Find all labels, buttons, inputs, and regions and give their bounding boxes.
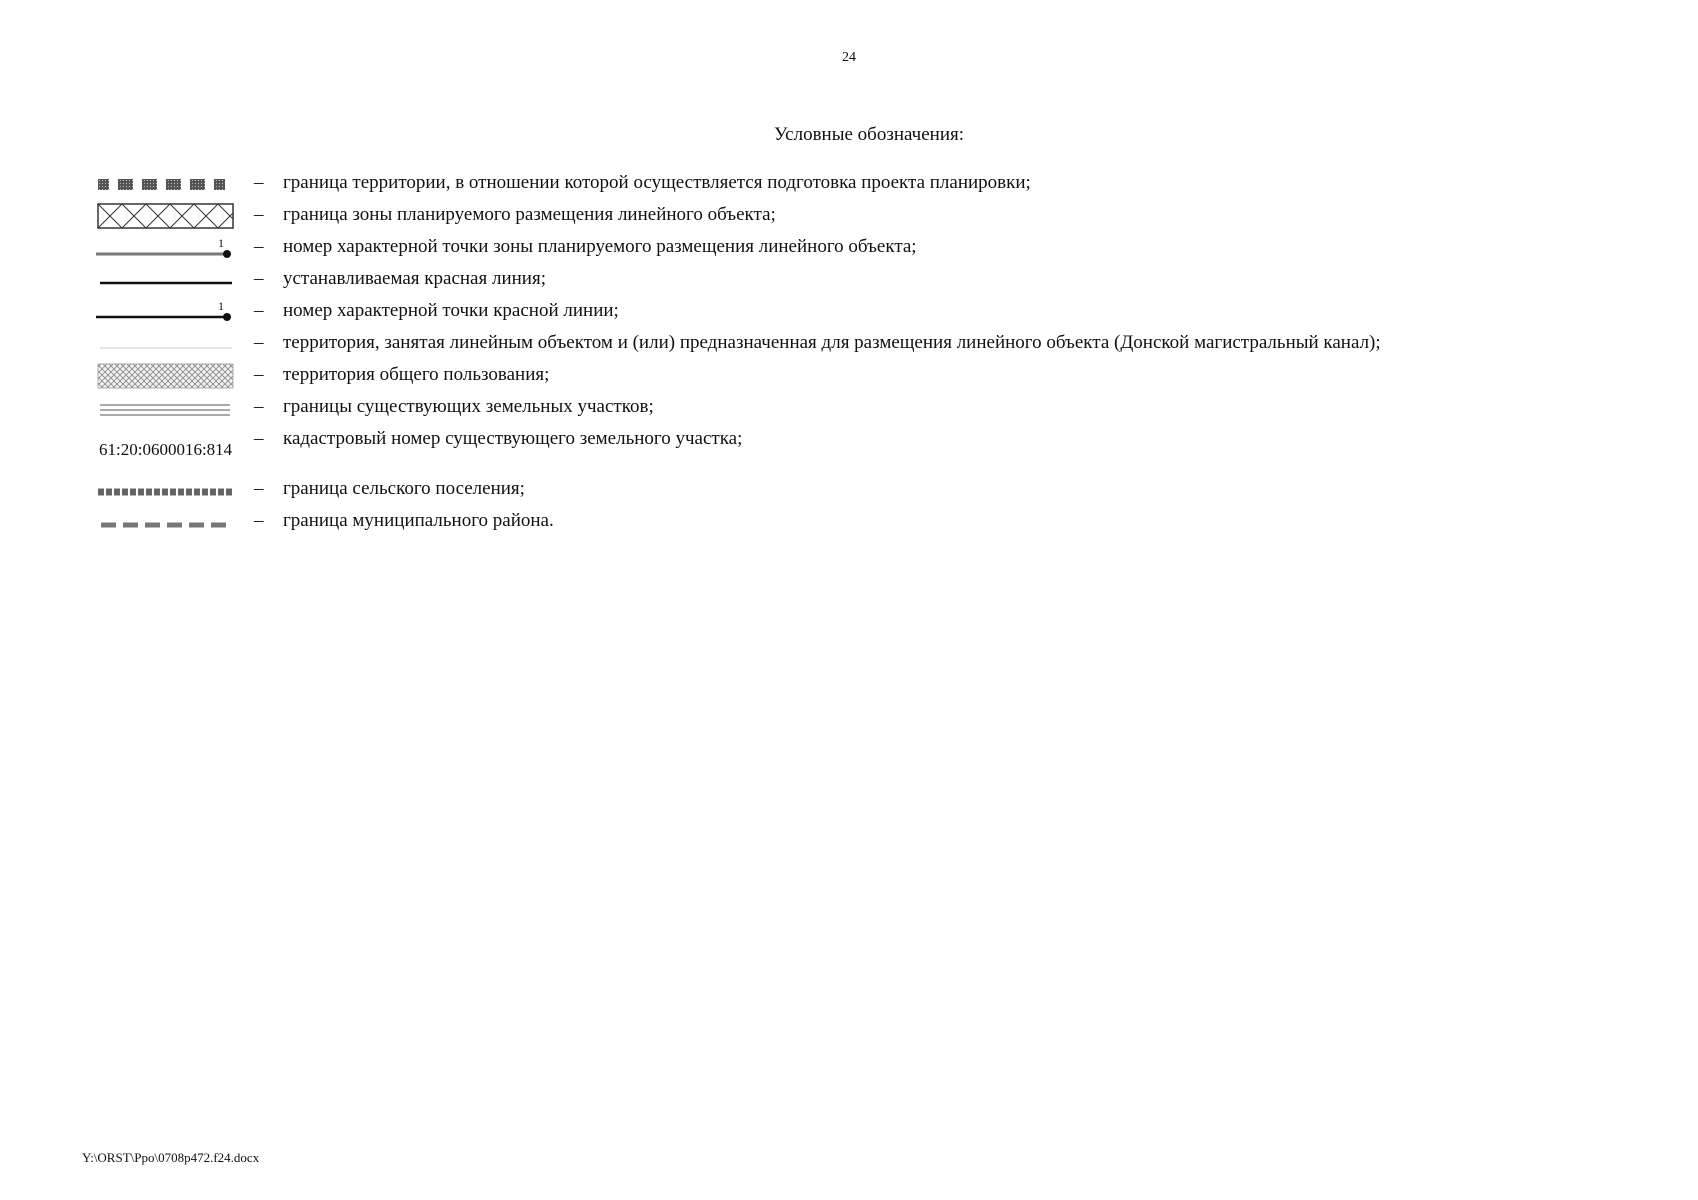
legend-item-placement-zone-boundary	[96, 200, 1656, 232]
legend-description: номер характерной точки красной линии;	[283, 300, 619, 321]
legend-list	[96, 168, 1656, 538]
legend-dash: –	[254, 172, 264, 193]
page-number: 24	[842, 50, 856, 65]
legend-dash: –	[254, 300, 264, 321]
legend-dash: –	[254, 268, 264, 289]
legend-description: граница территории, в отношении которой осуществляется подготовка проекта планировки;	[283, 172, 1031, 193]
triple-lines-icon	[96, 395, 236, 421]
legend-item-zone-point-number	[96, 232, 1656, 264]
legend-description: кадастровый номер существующего земельного участка;	[283, 428, 743, 449]
legend-dash: –	[254, 236, 264, 257]
legend-item-linear-object-territory	[96, 328, 1656, 360]
legend-dash: –	[254, 204, 264, 225]
legend-item-municipal-district-boundary	[96, 506, 1656, 538]
legend-description: граница муниципального района.	[283, 510, 554, 531]
legend-dash: –	[254, 396, 264, 417]
solid-line-icon	[96, 267, 236, 293]
legend-item-land-plot-boundaries	[96, 392, 1656, 424]
long-dashed-line-icon	[96, 509, 236, 535]
legend-item-rural-settlement-boundary	[96, 474, 1656, 506]
legend-item-red-line-point-number	[96, 296, 1656, 328]
legend-description: устанавливаемая красная линия;	[283, 268, 546, 289]
legend-item-public-territory	[96, 360, 1656, 392]
cadastral-sample: 61:20:0600016:814	[99, 440, 233, 459]
legend-dash: –	[254, 510, 264, 531]
legend-dash: –	[254, 332, 264, 353]
dashed-hatched-boundary-icon	[96, 171, 236, 197]
point-marker-black-icon	[96, 299, 236, 325]
legend-dash: –	[254, 478, 264, 499]
point-label: 1	[218, 236, 224, 250]
legend-item-planning-territory-boundary	[96, 168, 1656, 200]
legend-description: границы существующих земельных участков;	[283, 396, 654, 417]
legend-title: Условные обозначения:	[773, 124, 965, 145]
point-marker-gray-icon	[96, 235, 236, 261]
dense-dashed-line-icon	[96, 477, 236, 503]
legend-description: территория общего пользования;	[283, 364, 550, 385]
legend-dash: –	[254, 428, 264, 449]
legend-item-cadastral-number	[96, 424, 1656, 474]
point-label: 1	[218, 299, 224, 313]
legend-description: граница зоны планируемого размещения линейного объекта;	[283, 204, 776, 225]
legend-dash: –	[254, 364, 264, 385]
legend-description: номер характерной точки зоны планируемого размещения линейного объекта;	[283, 236, 917, 257]
fine-crosshatch-fill-icon	[96, 363, 236, 389]
legend-description: территория, занятая линейным объектом и (или) предназначенная для размещения линейного объекта (Донской магистральный канал);	[283, 332, 1381, 353]
footer-file-path: Y:\ORST\Ppo\0708p472.f24.docx	[82, 1150, 260, 1165]
legend-item-red-line	[96, 264, 1656, 296]
crosshatch-box-icon	[96, 203, 236, 229]
legend-description: граница сельского поселения;	[283, 478, 525, 499]
thin-light-line-icon	[96, 331, 236, 357]
